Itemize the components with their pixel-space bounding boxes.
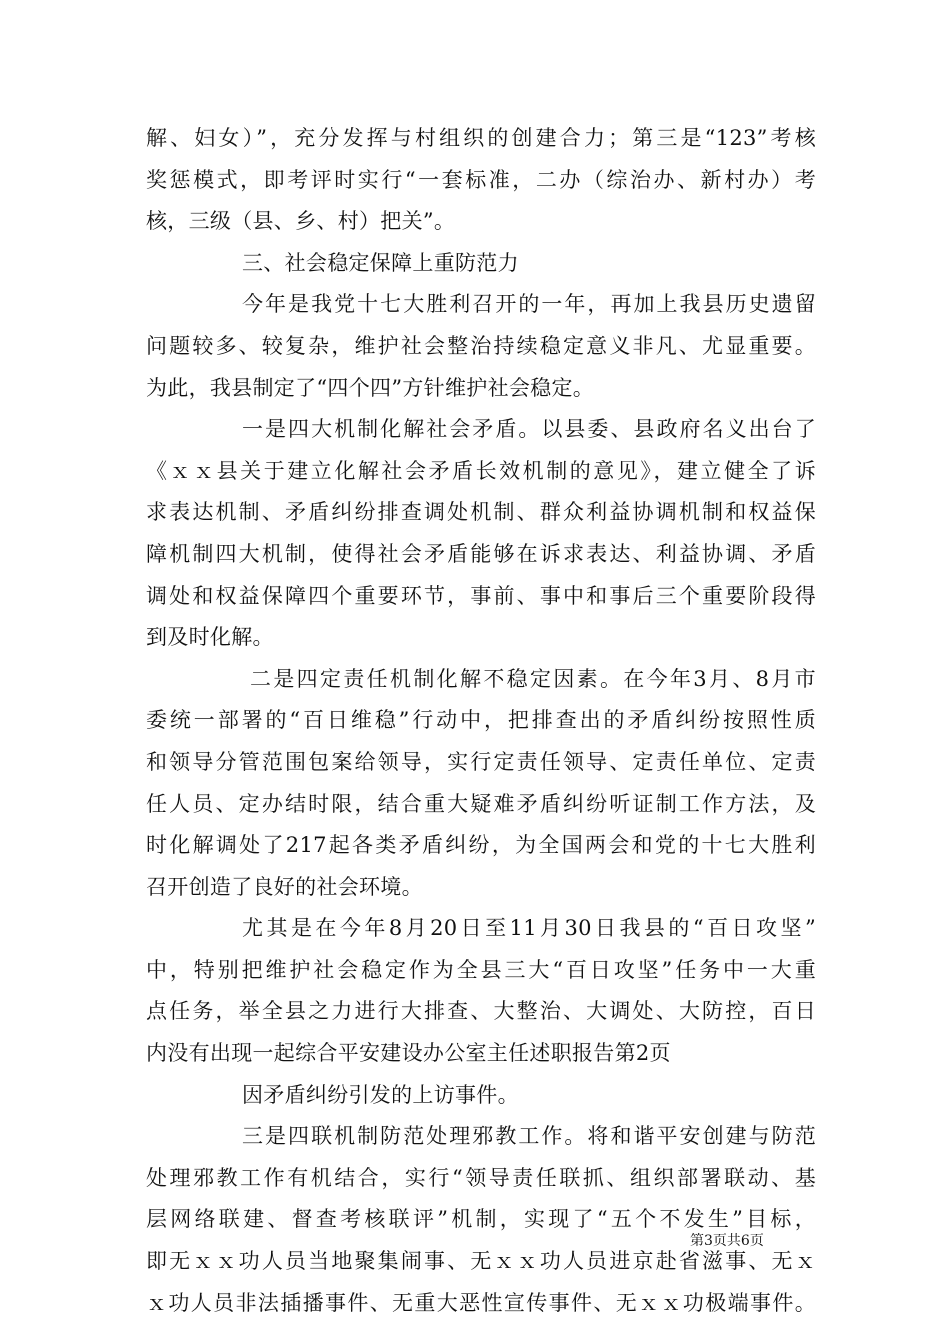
text-line: 点任务，举全县之力进行大排查、大整治、大调处、大防控，百日 bbox=[146, 999, 816, 1024]
text-line: 到及时化解。 bbox=[146, 625, 274, 650]
text-line: 即无ｘｘ功人员当地聚集闹事、无ｘｘ功人员进京赴省滋事、无ｘ bbox=[146, 1249, 816, 1274]
text-line: 三是四联机制防范处理邪教工作。将和谐平安创建与防范 bbox=[242, 1124, 816, 1149]
text-line: 和领导分管范围包案给领导，实行定责任领导、定责任单位、定责 bbox=[146, 749, 816, 774]
text-line: 尤其是在今年8月20日至11月30日我县的“百日攻坚” bbox=[242, 916, 816, 941]
text-line: ｘ功人员非法插播事件、无重大恶性宣传事件、无ｘｘ功极端事件。 bbox=[146, 1290, 816, 1315]
text-line: 二是四定责任机制化解不稳定因素。在今年3月、8月市 bbox=[250, 666, 816, 691]
text-line: 解、妇女）”，充分发挥与村组织的创建合力；第三是“123”考核 bbox=[146, 126, 816, 150]
text-line: 任人员、定办结时限，结合重大疑难矛盾纠纷听证制工作方法，及 bbox=[146, 791, 816, 816]
text-line: 问题较多、较复杂，维护社会整治持续稳定意义非凡、尤显重要。 bbox=[146, 333, 816, 358]
text-line: 障机制四大机制，使得社会矛盾能够在诉求表达、利益协调、矛盾 bbox=[146, 541, 816, 566]
section-heading: 三、社会稳定保障上重防范力 bbox=[242, 250, 519, 275]
text-line: 层网络联建、督查考核联评”机制，实现了“五个不发生”目标， bbox=[146, 1207, 816, 1232]
text-line: 为此，我县制定了“四个四”方针维护社会稳定。 bbox=[146, 375, 595, 400]
text-line: 求表达机制、矛盾纠纷排查调处机制、群众利益协调机制和权益保 bbox=[146, 500, 816, 525]
text-line: 《ｘｘ县关于建立化解社会矛盾长效机制的意见》，建立健全了诉 bbox=[146, 458, 816, 483]
text-line: 今年是我党十七大胜利召开的一年，再加上我县历史遗留 bbox=[242, 292, 816, 317]
text-line: 委统一部署的“百日维稳”行动中，把排查出的矛盾纠纷按照性质 bbox=[146, 708, 816, 733]
text-line: 奖惩模式，即考评时实行“一套标准，二办（综治办、新村办）考 bbox=[146, 167, 816, 192]
page-number: 第3页共6页 bbox=[690, 1233, 764, 1249]
text-line: 因矛盾纠纷引发的上访事件。 bbox=[242, 1082, 519, 1107]
document-body bbox=[146, 118, 816, 1324]
text-line: 召开创造了良好的社会环境。 bbox=[146, 874, 423, 899]
text-line: 核，三级（县、乡、村）把关”。 bbox=[146, 209, 456, 234]
text-line: 一是四大机制化解社会矛盾。以县委、县政府名义出台了 bbox=[242, 417, 816, 442]
text-line: 时化解调处了217起各类矛盾纠纷，为全国两会和党的十七大胜利 bbox=[146, 833, 816, 858]
text-line: 内没有出现一起综合平安建设办公室主任述职报告第2页 bbox=[146, 1041, 671, 1066]
text-line: 中，特别把维护社会稳定作为全县三大“百日攻坚”任务中一大重 bbox=[146, 957, 816, 982]
text-line: 调处和权益保障四个重要环节，事前、事中和事后三个重要阶段得 bbox=[146, 583, 816, 608]
text-line: 处理邪教工作有机结合，实行“领导责任联抓、组织部署联动、基 bbox=[146, 1165, 816, 1190]
